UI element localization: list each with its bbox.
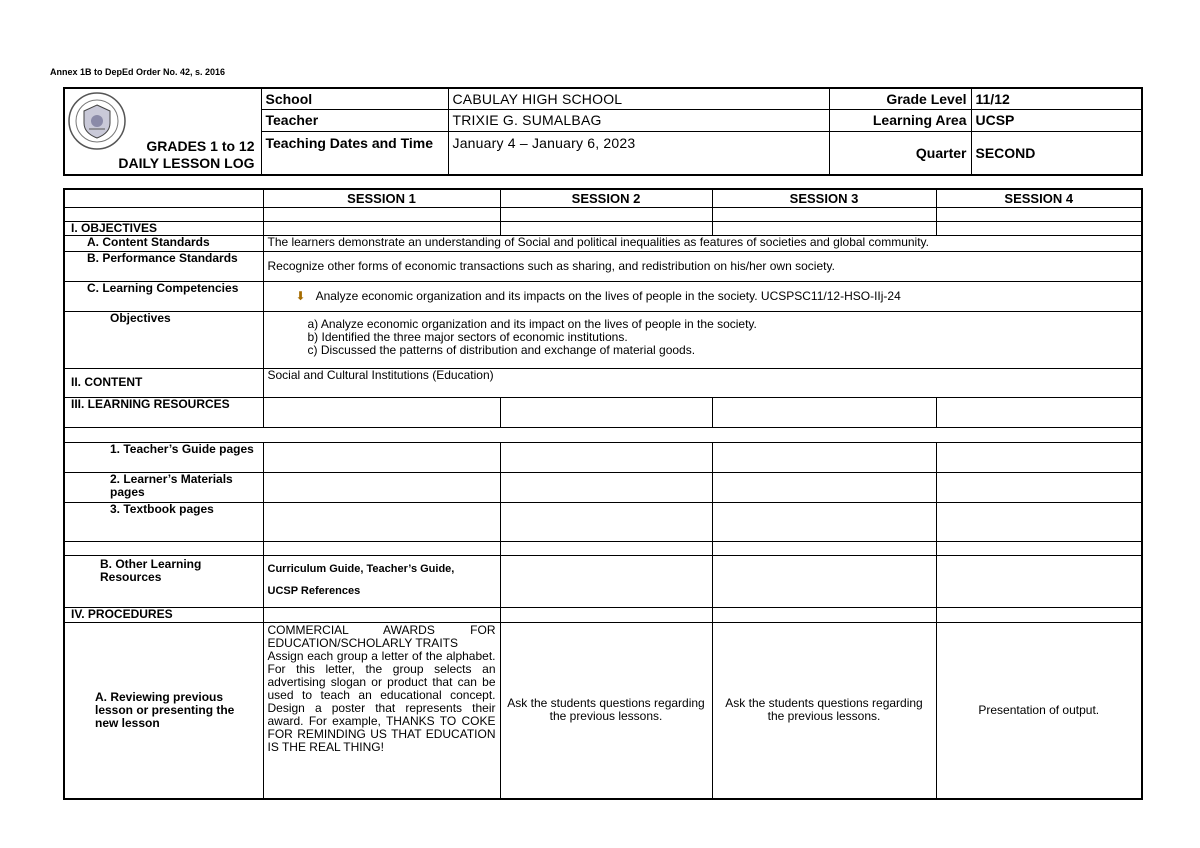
review-session-1-title: COMMERCIAL AWARDS FOR EDUCATION/SCHOLARLY TRAITS [267,622,496,650]
school-value: CABULAY HIGH SCHOOL [448,88,829,109]
review-session-1-body: Assign each group a letter of the alphabet. For this letter, the group selects an advertising slogan or product that can be used to teach an educational concept. Design a poster that represents their award. For example, THANKS TO COKE FOR REMINDING US THAT EDUCATION IS THE REAL THING! [267,648,496,754]
other-resources-line2: UCSP References [267,584,361,597]
review-session-3: Ask the students questions regarding the previous lessons. [712,622,936,799]
learning-resources-label: III. LEARNING RESOURCES [64,397,263,427]
session-header-blank [64,189,263,207]
header-title-line2: DAILY LESSON LOG [118,155,255,171]
reviewing-lesson-label: A. Reviewing previous lesson or presenting the new lesson [64,622,263,799]
procedures-label: IV. PROCEDURES [64,607,263,622]
objectives-label: I. OBJECTIVES [64,221,263,235]
other-resources-value [263,555,500,607]
textbook-pages-label: 3. Textbook pages [64,502,263,541]
teacher-value: TRIXIE G. SUMALBAG [448,109,829,131]
learning-competencies-label: C. Learning Competencies [64,281,263,311]
objectives-row-label: Objectives [64,311,263,368]
session-1-header: SESSION 1 [263,189,500,207]
teaching-dates-value: January 4 – January 6, 2023 [448,131,829,175]
performance-standards-value: Recognize other forms of economic transactions such as sharing, and redistribution on his/her own society. [263,251,1142,281]
other-resources-line1: Curriculum Guide, Teacher’s Guide, [267,562,455,575]
teaching-dates-label: Teaching Dates and Time [261,131,448,175]
teachers-guide-label: 1. Teacher’s Guide pages [64,442,263,472]
review-session-1 [263,622,500,799]
annex-reference: Annex 1B to DepEd Order No. 42, s. 2016 [50,67,226,77]
review-session-2: Ask the students questions regarding the previous lessons. [500,622,712,799]
objectives-list [263,311,1142,368]
learners-materials-label: 2. Learner’s Materials pages [64,472,263,502]
grade-level-value: 11/12 [971,88,1142,109]
session-2-header: SESSION 2 [500,189,712,207]
content-standards-value: The learners demonstrate an understanding of Social and political inequalities as features of societies and global community. [263,235,1142,251]
other-resources-label: B. Other Learning Resources [64,555,263,607]
objective-item: c) Discussed the patterns of distribution and exchange of material goods. [307,342,696,357]
performance-standards-label: B. Performance Standards [64,251,263,281]
content-label: II. CONTENT [64,368,263,397]
learning-competencies-cell [263,281,1142,311]
arrow-bullet-icon: ⬇ [295,288,306,303]
header-title-cell [64,88,261,175]
quarter-label: Quarter [829,131,971,175]
quarter-value: SECOND [971,131,1142,175]
session-3-header: SESSION 3 [712,189,936,207]
learning-area-value: UCSP [971,109,1142,131]
learning-area-label: Learning Area [829,109,971,131]
header-table [63,87,1143,176]
teacher-label: Teacher [261,109,448,131]
session-4-header: SESSION 4 [936,189,1142,207]
lesson-log-table [63,188,1143,800]
content-standards-label: A. Content Standards [64,235,263,251]
review-session-4: Presentation of output. [936,622,1142,799]
objective-item: a) Analyze economic organization and its impact on the lives of people in the society. [307,316,757,331]
school-label: School [261,88,448,109]
learning-competencies-value: Analyze economic organization and its impacts on the lives of people in the society. UCSPSC11/12-HSO-IIj-24 [315,288,901,303]
header-title-line1: GRADES 1 to 12 [146,138,255,154]
content-value: Social and Cultural Institutions (Education) [263,368,1142,397]
objective-item: b) Identified the three major sectors of economic institutions. [307,329,628,344]
grade-level-label: Grade Level [829,88,971,109]
